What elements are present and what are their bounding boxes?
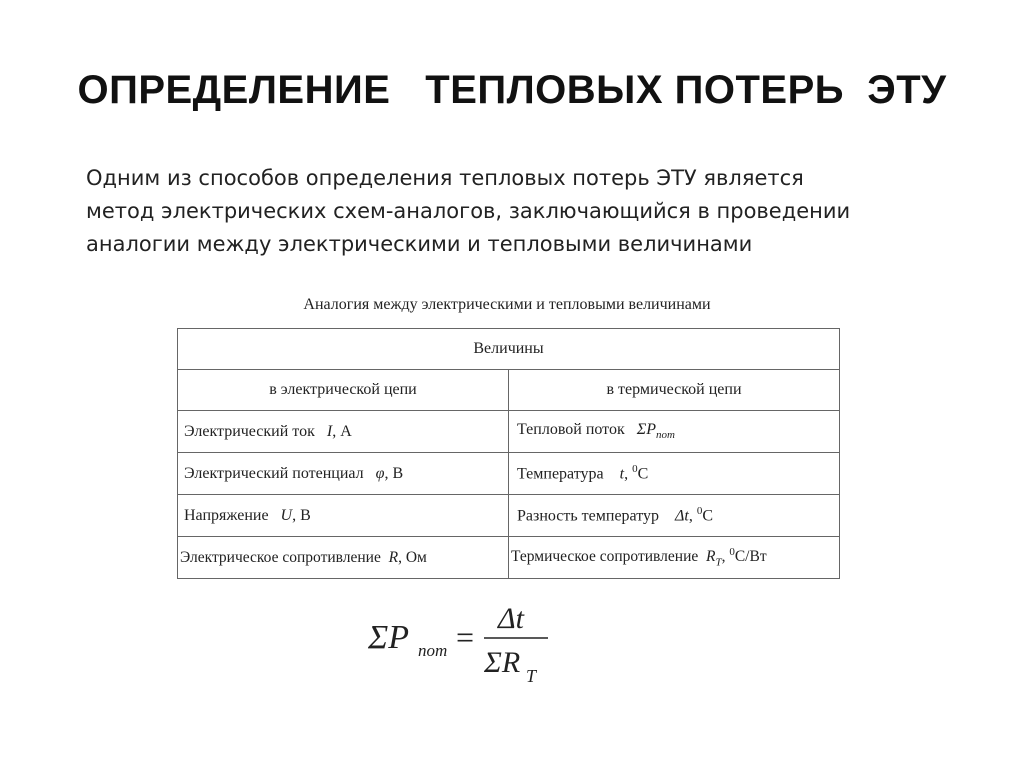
electric-name: Напряжение xyxy=(184,506,269,524)
thermal-unit-sup: 0 xyxy=(729,546,735,559)
electric-symbol: I xyxy=(326,422,333,440)
slide-title: ОПРЕДЕЛЕНИЕ ТЕПЛОВЫХ ПОТЕРЬ ЭТУ xyxy=(77,68,947,112)
thermal-name: Температура xyxy=(517,465,604,483)
table-row xyxy=(178,537,840,579)
thermal-unit: С xyxy=(637,465,649,483)
intro-line-3: аналогии между электрическими и тепловыми величинами xyxy=(86,232,753,256)
electric-unit: , Ом xyxy=(398,548,427,566)
electric-unit: , В xyxy=(384,464,404,482)
electric-symbol: R xyxy=(388,548,399,566)
formula-numerator: Δt xyxy=(498,602,524,635)
analogy-table xyxy=(177,328,840,579)
table-row xyxy=(178,495,840,537)
formula-equals: = xyxy=(456,619,475,655)
thermal-symbol: Δt xyxy=(675,507,689,525)
table-header-quantities: Величины xyxy=(178,329,840,370)
intro-line-1: Одним из способов определения тепловых потерь ЭТУ является xyxy=(86,166,804,190)
formula-lhs: ΣP xyxy=(368,619,409,656)
electric-cell xyxy=(178,537,509,579)
thermal-name: Разность температур xyxy=(517,507,660,525)
electric-cell xyxy=(178,453,509,495)
electric-cell xyxy=(178,495,509,537)
thermal-unit-sup: 0 xyxy=(696,505,703,518)
column-header-thermal: в термической цепи xyxy=(509,370,840,411)
thermal-cell: Температура t, $^0$С xyxy=(509,453,840,495)
thermal-symbol: ΣP xyxy=(636,421,657,439)
thermal-symbol: R xyxy=(706,548,716,566)
electric-unit: , В xyxy=(292,506,311,524)
electric-name: Электрический потенциал xyxy=(184,464,364,482)
electric-symbol: φ xyxy=(375,464,385,482)
formula-denominator-sub: T xyxy=(526,666,537,686)
thermal-cell: Разность температур Δt, $^0$С xyxy=(509,495,840,537)
thermal-cell xyxy=(509,411,840,453)
intro-line-2: метод электрических схем-аналогов, заключающийся в проведении xyxy=(86,199,851,223)
electric-name: Электрический ток xyxy=(184,422,315,440)
thermal-unit: С xyxy=(702,507,714,525)
electric-cell xyxy=(178,411,509,453)
thermal-symbol: t xyxy=(619,465,625,483)
electric-unit: , А xyxy=(332,422,352,440)
thermal-name: Тепловой поток xyxy=(517,421,625,439)
thermal-unit-sup: 0 xyxy=(632,463,638,476)
table-row xyxy=(178,411,840,453)
formula-denominator: ΣR xyxy=(484,646,521,679)
table-row xyxy=(178,453,840,495)
table-caption: Аналогия между электрическими и тепловыми величинами xyxy=(303,296,711,313)
formula-lhs-sub: пот xyxy=(418,641,448,660)
heat-loss-formula xyxy=(366,598,566,688)
thermal-name: Термическое сопротивление xyxy=(511,548,699,566)
thermal-symbol-sub: T xyxy=(715,556,722,569)
thermal-unit: С/Вт xyxy=(734,548,767,566)
electric-symbol: U xyxy=(280,506,293,524)
thermal-symbol-sub: пот xyxy=(656,429,675,442)
electric-name: Электрическое сопротивление xyxy=(180,548,381,566)
thermal-cell: Термическое сопротивление $R_T$, $^0$С/Вт xyxy=(509,537,840,579)
intro-paragraph xyxy=(86,162,936,261)
column-header-electric: в электрической цепи xyxy=(178,370,509,411)
